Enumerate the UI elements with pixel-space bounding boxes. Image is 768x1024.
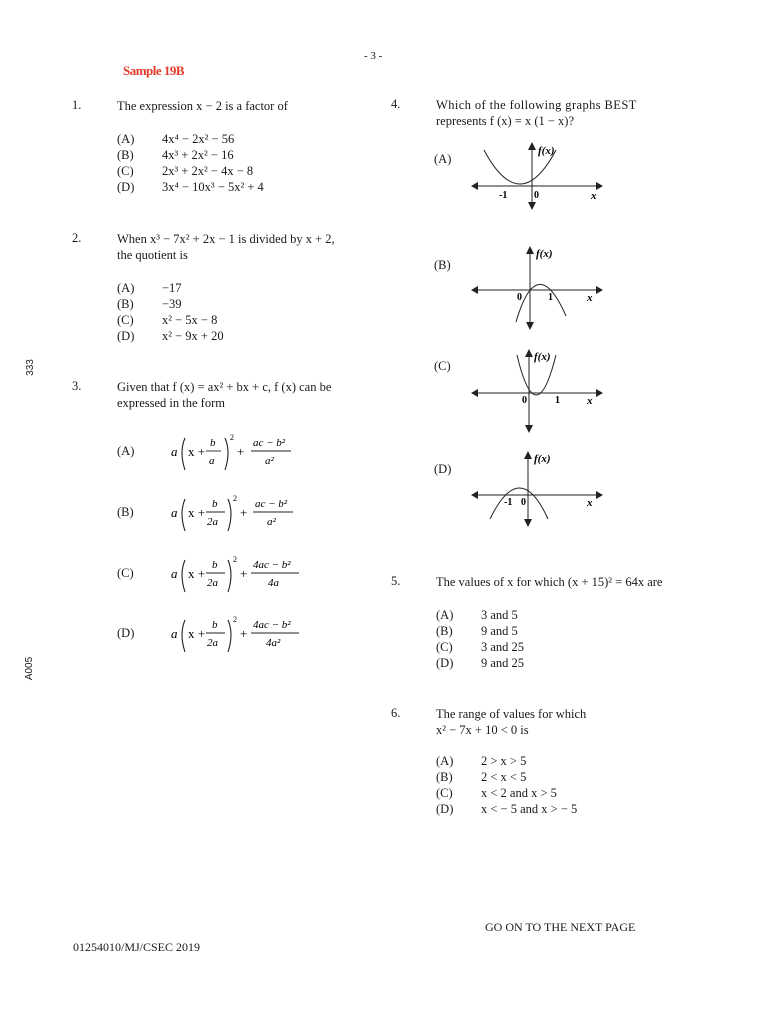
fx-label: f(x) <box>536 248 553 260</box>
option-label: (C) <box>117 565 134 580</box>
option-label: (B) <box>117 297 134 311</box>
q1-option-c[interactable] <box>117 163 264 179</box>
x-plus: x + <box>188 566 206 581</box>
num2: ac − b² <box>255 498 288 510</box>
formula <box>169 608 309 658</box>
option-label: (A) <box>436 754 454 768</box>
num1: b <box>212 559 218 571</box>
plus: + <box>240 566 248 581</box>
q6-line2: x² − 7x + 10 < 0 is <box>436 723 529 737</box>
den2: a² <box>265 455 274 467</box>
coef-a: a <box>171 566 178 581</box>
option-text: x² − 5x − 8 <box>162 313 218 327</box>
tick-label: 1 <box>548 292 553 303</box>
q4-text <box>436 97 637 129</box>
option-label: (A) <box>117 443 135 458</box>
q6-line1: The range of values for which <box>436 707 587 721</box>
q4-graph-b[interactable] <box>470 242 610 332</box>
q1-options <box>117 131 264 195</box>
num2: 4ac − b² <box>253 619 291 631</box>
q5-number: 5. <box>391 574 401 588</box>
den1: 2a <box>207 516 218 528</box>
q5-option-c[interactable] <box>436 639 524 655</box>
x-label: x <box>591 190 597 202</box>
page-number: - 3 - <box>364 50 383 62</box>
q2-text <box>117 231 335 263</box>
formula <box>169 487 309 537</box>
q5-options <box>436 607 524 671</box>
option-label: (D) <box>436 656 454 670</box>
q4-option-d-label[interactable]: (D) <box>434 462 452 476</box>
q1-option-a[interactable] <box>117 131 264 147</box>
tick-label: -1 <box>504 497 513 508</box>
tick-label: 0 <box>522 395 527 406</box>
option-text: 4x³ + 2x² − 16 <box>162 148 234 162</box>
sample-label: Sample 19B <box>123 63 185 78</box>
q4-graph-c[interactable] <box>470 345 610 435</box>
q5-text: The values of x for which (x + 15)² = 64x are <box>436 575 663 589</box>
q6-number: 6. <box>391 706 401 720</box>
option-label: (B) <box>436 770 453 784</box>
num1: b <box>212 619 218 631</box>
q4-line1: Which of the following graphs BEST <box>436 98 637 112</box>
option-text: 9 and 25 <box>481 656 525 670</box>
option-text: 2 < x < 5 <box>481 770 527 784</box>
option-label: (B) <box>436 624 453 638</box>
option-text: x < 2 and x > 5 <box>481 786 557 800</box>
q6-option-b[interactable] <box>436 769 577 785</box>
plus: + <box>240 626 248 641</box>
option-text: 2x³ + 2x² − 4x − 8 <box>162 164 254 178</box>
margin-code-bottom: A005 <box>24 656 36 681</box>
den1: 2a <box>207 577 218 589</box>
q1-number: 1. <box>72 98 82 112</box>
tick-label: 1 <box>555 395 560 406</box>
num2: ac − b² <box>253 437 286 449</box>
option-label: (B) <box>117 504 134 519</box>
q3-line2: expressed in the form <box>117 396 225 410</box>
plus: + <box>237 444 245 459</box>
tick-label: -1 <box>499 190 508 201</box>
option-label: (D) <box>117 625 135 640</box>
tick-label: 0 <box>534 190 539 201</box>
option-text: 3 and 25 <box>481 640 525 654</box>
q6-options <box>436 753 577 817</box>
option-label: (A) <box>117 281 135 295</box>
fx-label: f(x) <box>538 145 555 157</box>
q3-option-d[interactable] <box>117 608 309 658</box>
formula <box>169 426 309 476</box>
q2-option-d[interactable] <box>117 328 224 344</box>
q6-option-c[interactable] <box>436 785 577 801</box>
option-label: (D) <box>117 180 135 194</box>
q4-graph-a[interactable] <box>470 138 610 218</box>
q2-line1: When x³ − 7x² + 2x − 1 is divided by x + 2, <box>117 232 335 246</box>
q6-option-d[interactable] <box>436 801 577 817</box>
q4-option-b-label[interactable]: (B) <box>434 258 451 272</box>
q4-option-a-label[interactable]: (A) <box>434 152 452 166</box>
square: 2 <box>233 555 237 564</box>
option-label: (C) <box>117 313 134 327</box>
option-label: (D) <box>436 802 454 816</box>
x-label: x <box>587 497 593 509</box>
den2: 4a² <box>266 637 281 649</box>
q3-option-c[interactable] <box>117 548 309 598</box>
fx-label: f(x) <box>534 351 551 363</box>
den2: a² <box>267 516 276 528</box>
option-label: (C) <box>117 164 134 178</box>
q4-line2: represents f (x) = x (1 − x)? <box>436 114 575 128</box>
option-text: 9 and 5 <box>481 624 518 638</box>
q6-text <box>436 706 586 738</box>
q4-number: 4. <box>391 97 401 111</box>
plus: + <box>240 505 248 520</box>
option-label: (A) <box>436 608 454 622</box>
num1: b <box>212 498 218 510</box>
tick-label: 0 <box>521 497 526 508</box>
num2: 4ac − b² <box>253 559 291 571</box>
num1: b <box>210 437 216 449</box>
coef-a: a <box>171 626 178 641</box>
option-text: x² − 9x + 20 <box>162 329 224 343</box>
den1: 2a <box>207 637 218 649</box>
q1-text: The expression x − 2 is a factor of <box>117 99 288 113</box>
coef-a: a <box>171 505 178 520</box>
option-text: 2 > x > 5 <box>481 754 527 768</box>
fx-label: f(x) <box>534 453 551 465</box>
option-label: (B) <box>117 148 134 162</box>
option-text: 3x⁴ − 10x³ − 5x² + 4 <box>162 180 264 194</box>
square: 2 <box>233 494 237 503</box>
q2-line2: the quotient is <box>117 248 188 262</box>
q3-line1: Given that f (x) = ax² + bx + c, f (x) can be <box>117 380 332 394</box>
q2-option-b[interactable] <box>117 296 224 312</box>
option-label: (C) <box>436 640 453 654</box>
q3-option-a[interactable] <box>117 426 309 476</box>
q2-number: 2. <box>72 231 82 245</box>
coef-a: a <box>171 444 178 459</box>
q5-option-a[interactable] <box>436 607 524 623</box>
q6-option-a[interactable] <box>436 753 577 769</box>
den2: 4a <box>268 577 279 589</box>
option-text: −39 <box>162 297 182 311</box>
q2-options <box>117 280 224 344</box>
x-label: x <box>587 395 593 407</box>
q3-text <box>117 379 331 411</box>
margin-code-top: 333 <box>24 359 36 376</box>
option-text: 4x⁴ − 2x² − 56 <box>162 132 235 146</box>
option-label: (D) <box>117 329 135 343</box>
option-text: x < − 5 and x > − 5 <box>481 802 578 816</box>
formula <box>169 548 309 598</box>
option-text: −17 <box>162 281 182 295</box>
q3-number: 3. <box>72 379 82 393</box>
option-label: (C) <box>436 786 453 800</box>
x-plus: x + <box>188 626 206 641</box>
x-label: x <box>587 292 593 304</box>
q1-option-b[interactable] <box>117 147 264 163</box>
den1: a <box>209 455 215 467</box>
q4-option-c-label[interactable]: (C) <box>434 359 451 373</box>
q2-option-a[interactable] <box>117 280 224 296</box>
square: 2 <box>233 615 237 624</box>
q5-option-b[interactable] <box>436 623 524 639</box>
q3-option-b[interactable] <box>117 487 309 537</box>
paper-code: 01254010/MJ/CSEC 2019 <box>73 940 201 954</box>
square: 2 <box>230 433 234 442</box>
next-page-notice: GO ON TO THE NEXT PAGE <box>485 920 636 934</box>
q5-option-d[interactable] <box>436 655 524 671</box>
option-text: 3 and 5 <box>481 608 518 622</box>
x-plus: x + <box>188 505 206 520</box>
tick-label: 0 <box>517 292 522 303</box>
q2-option-c[interactable] <box>117 312 224 328</box>
x-plus: x + <box>188 444 206 459</box>
q1-option-d[interactable] <box>117 179 264 195</box>
q4-graph-d[interactable] <box>470 447 610 527</box>
option-label: (A) <box>117 132 135 146</box>
